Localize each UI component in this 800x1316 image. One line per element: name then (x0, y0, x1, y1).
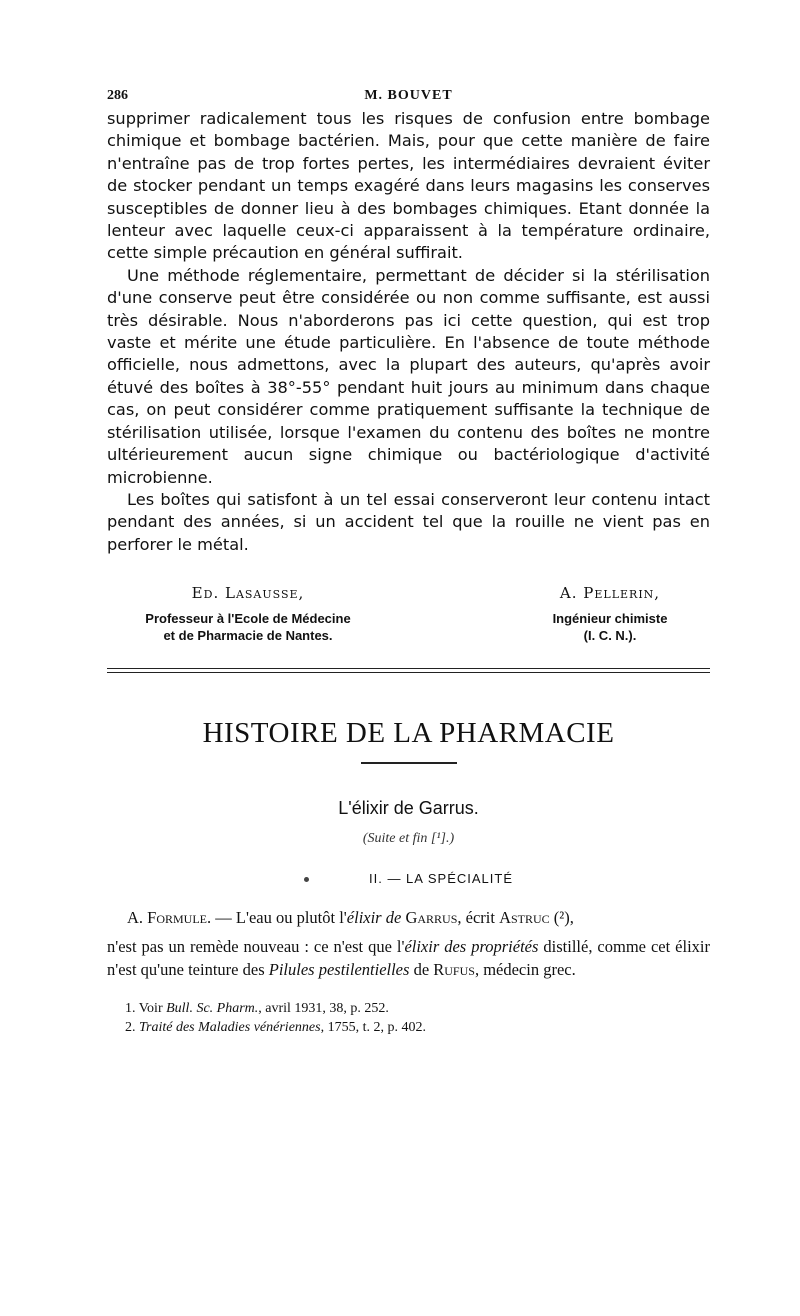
text-run: , médecin grec. (474, 960, 576, 980)
running-header (107, 88, 710, 108)
signature-right-name: A. Pellerin, (559, 584, 661, 603)
text-run-smallcaps: Garrus (401, 908, 458, 928)
signature-left (123, 584, 373, 644)
text-run-smallcaps: Rufus (433, 960, 475, 980)
page (107, 88, 710, 1037)
paragraph-2: Une méthode réglementaire, permettant de décider si la stérilisation d'une conserve peut être considérée ou non comme suffisante, est aussi très désirable. Nous n'aborderons pas ici cette question, qui est trop vaste et mérite une étude particulière. En l'absence de toute méthode officielle, nous admettons, avec la plupart des auteurs, qu'après avoir étuvé des boîtes à 38°-55° pendant huit jours au minimum dans chaque cas, on peut considérer comme pratiquement suffisante la technique de stérilisation utilisée, lorsque l'examen du contenu des boîtes ne montre ultérieurement aucun signe chimique ou bactériologique d'activité microbienne. (107, 265, 710, 487)
footnotes (107, 999, 710, 1037)
signature-left-title-2: et de Pharmacie de Nantes. (163, 628, 333, 644)
section-divider (107, 668, 710, 673)
article-subtitle: (Suite et fin [¹].) (362, 831, 455, 847)
running-author: M. BOUVET (364, 88, 453, 103)
article-title: L'élixir de Garrus. (338, 798, 479, 819)
text-run-smallcaps: Astruc (499, 908, 550, 928)
title-underline (361, 762, 457, 764)
text-run-italic: élixir de (346, 908, 402, 928)
signature-right-title-2: (I. C. N.). (583, 628, 637, 644)
ornament-dot-icon (304, 877, 309, 882)
text-run: , écrit (457, 908, 500, 928)
section-title: HISTOIRE DE LA PHARMACIE (202, 717, 615, 750)
footnote-1 (107, 999, 710, 1018)
subsection-heading-text: II. — LA SPÉCIALITÉ (369, 871, 513, 887)
text-run: n'est pas un remède nouveau : ce n'est que l' (107, 937, 405, 957)
text-run-italic: Traité des Maladies vénériennes (139, 1020, 321, 1036)
text-run: 1. Voir (125, 1001, 167, 1017)
text-run: de (409, 960, 434, 980)
text-run-italic: Pilules pestilentielles (268, 960, 410, 980)
signature-left-title-1: Professeur à l'Ecole de Médecine (145, 611, 351, 627)
text-run: 2. (125, 1020, 139, 1036)
formula-text (107, 906, 710, 981)
text-run: distillé, comme cet élixir n'est qu'une teinture des (107, 937, 710, 980)
signature-block (107, 584, 710, 660)
text-run: (²), (549, 908, 574, 928)
formula-lead: A. Formule. (127, 908, 212, 928)
text-run: , avril 1931, 38, p. 252. (258, 1001, 389, 1017)
footnote-2 (107, 1018, 710, 1037)
body-text (107, 108, 710, 556)
text-run: , 1755, t. 2, p. 402. (320, 1020, 426, 1036)
text-run-italic: élixir des propriétés (404, 937, 539, 957)
formula-paragraph-continued (107, 935, 710, 981)
formula-paragraph (107, 906, 710, 929)
page-number: 286 (107, 88, 128, 103)
text-run-italic: Bull. Sc. Pharm. (166, 1001, 259, 1017)
text-run: — L'eau ou plutôt l' (211, 908, 347, 928)
paragraph-3: Les boîtes qui satisfont à un tel essai conserveront leur contenu intact pendant des années, si un accident tel que la rouille ne vient pas en perforer le métal. (107, 489, 710, 554)
signature-right (510, 584, 710, 644)
signature-right-title-1: Ingénieur chimiste (552, 611, 668, 627)
signature-left-name: Ed. Lasausse, (191, 584, 305, 603)
paragraph-1: supprimer radicalement tous les risques de confusion entre bombage chimique et bombage bactérien. Mais, pour que cette manière de faire n'entraîne pas de trop fortes pertes, les intermédiaires devraient éviter de stocker pendant un temps exagéré dans leurs magasins les conserves susceptibles de donner lieu à des bombages chimiques. Etant donnée la lenteur avec laquelle ceux-ci apparaissent à la température ordinaire, cette simple précaution en général suffirait. (107, 109, 710, 263)
subsection-heading (107, 871, 710, 886)
